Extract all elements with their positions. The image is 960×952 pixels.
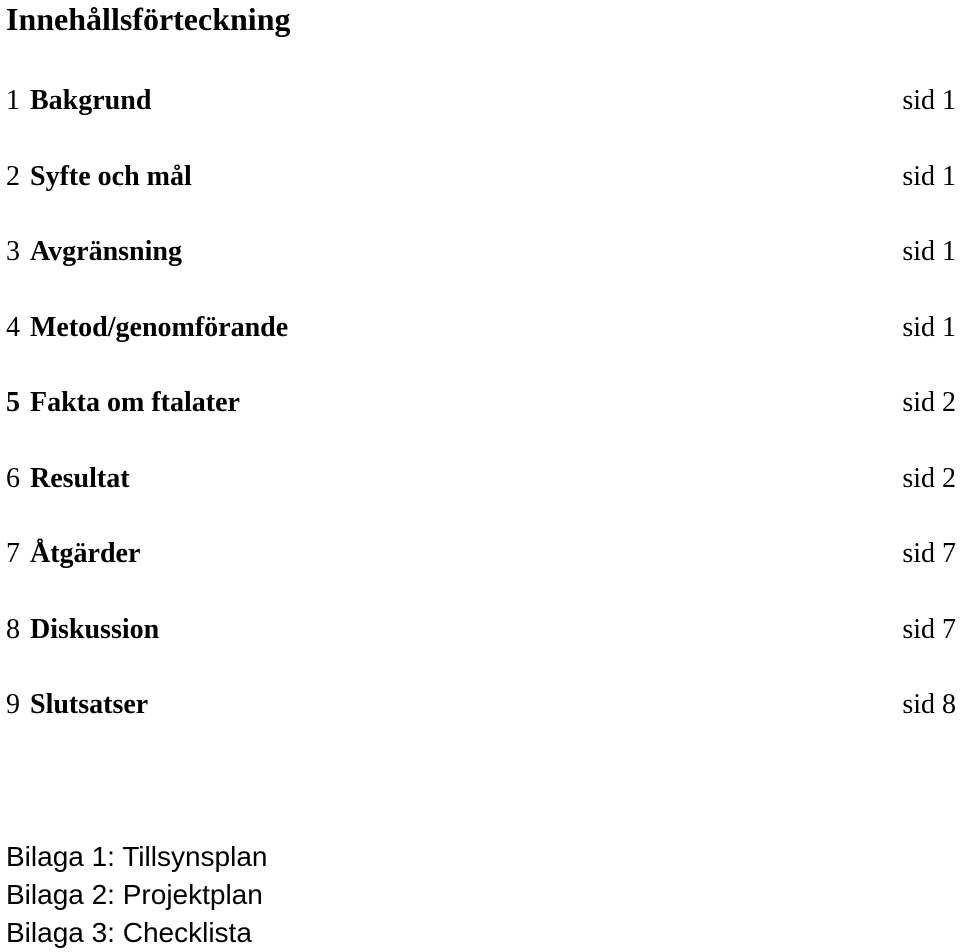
toc-entry [0,382,960,458]
appendix-item: Bilaga 1: Tillsynsplan [6,841,268,872]
appendix-list [6,838,267,952]
toc-entry-number: 7 [6,538,20,569]
toc-entry-number: 6 [6,462,20,494]
toc-entry-title: Avgränsning [30,236,182,267]
toc-entry-page: sid 2 [902,387,956,418]
page-title: Innehållsförteckning [6,1,291,37]
toc-entry-number: 8 [6,613,20,645]
toc-entry-page: sid 2 [902,462,956,494]
toc-entry [0,458,960,534]
toc-entry [0,156,960,232]
toc-entry-page: sid 1 [902,236,956,267]
toc-entry-number: 3 [6,236,20,267]
toc-entry-number: 4 [6,311,20,343]
toc-entry-page: sid 1 [902,160,956,192]
toc-entry-title: Bakgrund [30,85,152,116]
toc-entry [0,609,960,685]
toc-entry-number: 1 [6,85,20,116]
toc-entry-title: Syfte och mål [30,160,192,192]
toc-entry-page: sid 8 [902,689,956,720]
appendix-item: Bilaga 3: Checklista [6,917,252,948]
toc-entry-number: 2 [6,160,20,192]
toc-entry-title: Resultat [30,462,130,494]
toc-entry-title: Fakta om ftalater [30,387,240,418]
toc-entry [0,684,960,760]
toc-entry-page: sid 7 [902,613,956,645]
toc-entry-number: 5 [6,387,20,418]
toc-entry [0,231,960,307]
toc-entry [0,533,960,609]
table-of-contents [0,80,960,760]
toc-entry-title: Metod/genomförande [30,311,289,343]
toc-entry-title: Åtgärder [30,538,141,569]
toc-entry-page: sid 1 [902,311,956,343]
toc-entry-page: sid 7 [902,538,956,569]
toc-entry-number: 9 [6,689,20,720]
toc-entry-title: Slutsatser [30,689,149,720]
toc-entry [0,80,960,156]
toc-entry [0,307,960,383]
toc-entry-title: Diskussion [30,613,160,645]
appendix-item: Bilaga 2: Projektplan [6,879,263,910]
toc-entry-page: sid 1 [902,85,956,116]
